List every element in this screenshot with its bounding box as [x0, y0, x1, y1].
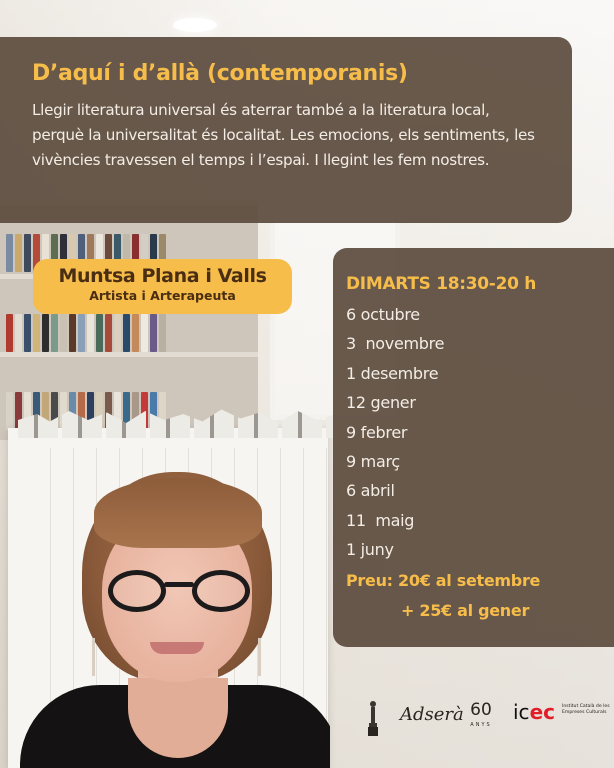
price-line-2: + 25€ al gener — [401, 600, 530, 620]
session-date: 9 març — [346, 451, 400, 471]
adsera-logo: Adserà — [400, 704, 464, 725]
session-date: 12 gener — [346, 393, 416, 413]
presenter-role: Artista i Arterapeuta — [89, 288, 236, 303]
price-line-1: Preu: 20€ al setembre — [346, 570, 541, 590]
session-dates-list — [346, 300, 614, 565]
anniversary-logo: 60 — [470, 700, 492, 720]
schedule-heading: DIMARTS 18:30-20 h — [346, 274, 537, 294]
intro-panel — [0, 37, 572, 223]
session-date: 11 maig — [346, 510, 415, 530]
presenter-badge — [33, 259, 292, 314]
intro-text: Llegir literatura universal és aterrar també a la literatura local, perquè la universalitat és localitat. Les emocions, els sentiments, les vivències travessen el temps i l’espai. I llegint les fem nostres. — [32, 101, 535, 169]
glasses-icon — [108, 570, 250, 614]
icec-logo-sub: Institut Català de les Empreses Culturals — [562, 704, 610, 715]
session-date: 6 octubre — [346, 305, 420, 324]
session-date: 1 desembre — [346, 363, 439, 383]
session-date: 3 novembre — [346, 334, 445, 354]
bookshelf — [0, 200, 258, 440]
schedule-panel — [333, 248, 614, 647]
statue-icon — [368, 700, 378, 736]
presenter-portrait — [20, 470, 330, 768]
session-date: 1 juny — [346, 540, 394, 560]
anniversary-logo-sub: ANYS — [470, 722, 492, 728]
presenter-name: Muntsa Plana i Valls — [58, 265, 267, 287]
session-date: 9 febrer — [346, 422, 408, 442]
page-title: D’aquí i d’allà (contemporanis) — [32, 61, 408, 86]
sponsor-logos — [360, 694, 610, 744]
icec-logo: icec — [513, 700, 555, 724]
ceiling-light — [173, 18, 217, 32]
session-date: 6 abril — [346, 481, 395, 501]
